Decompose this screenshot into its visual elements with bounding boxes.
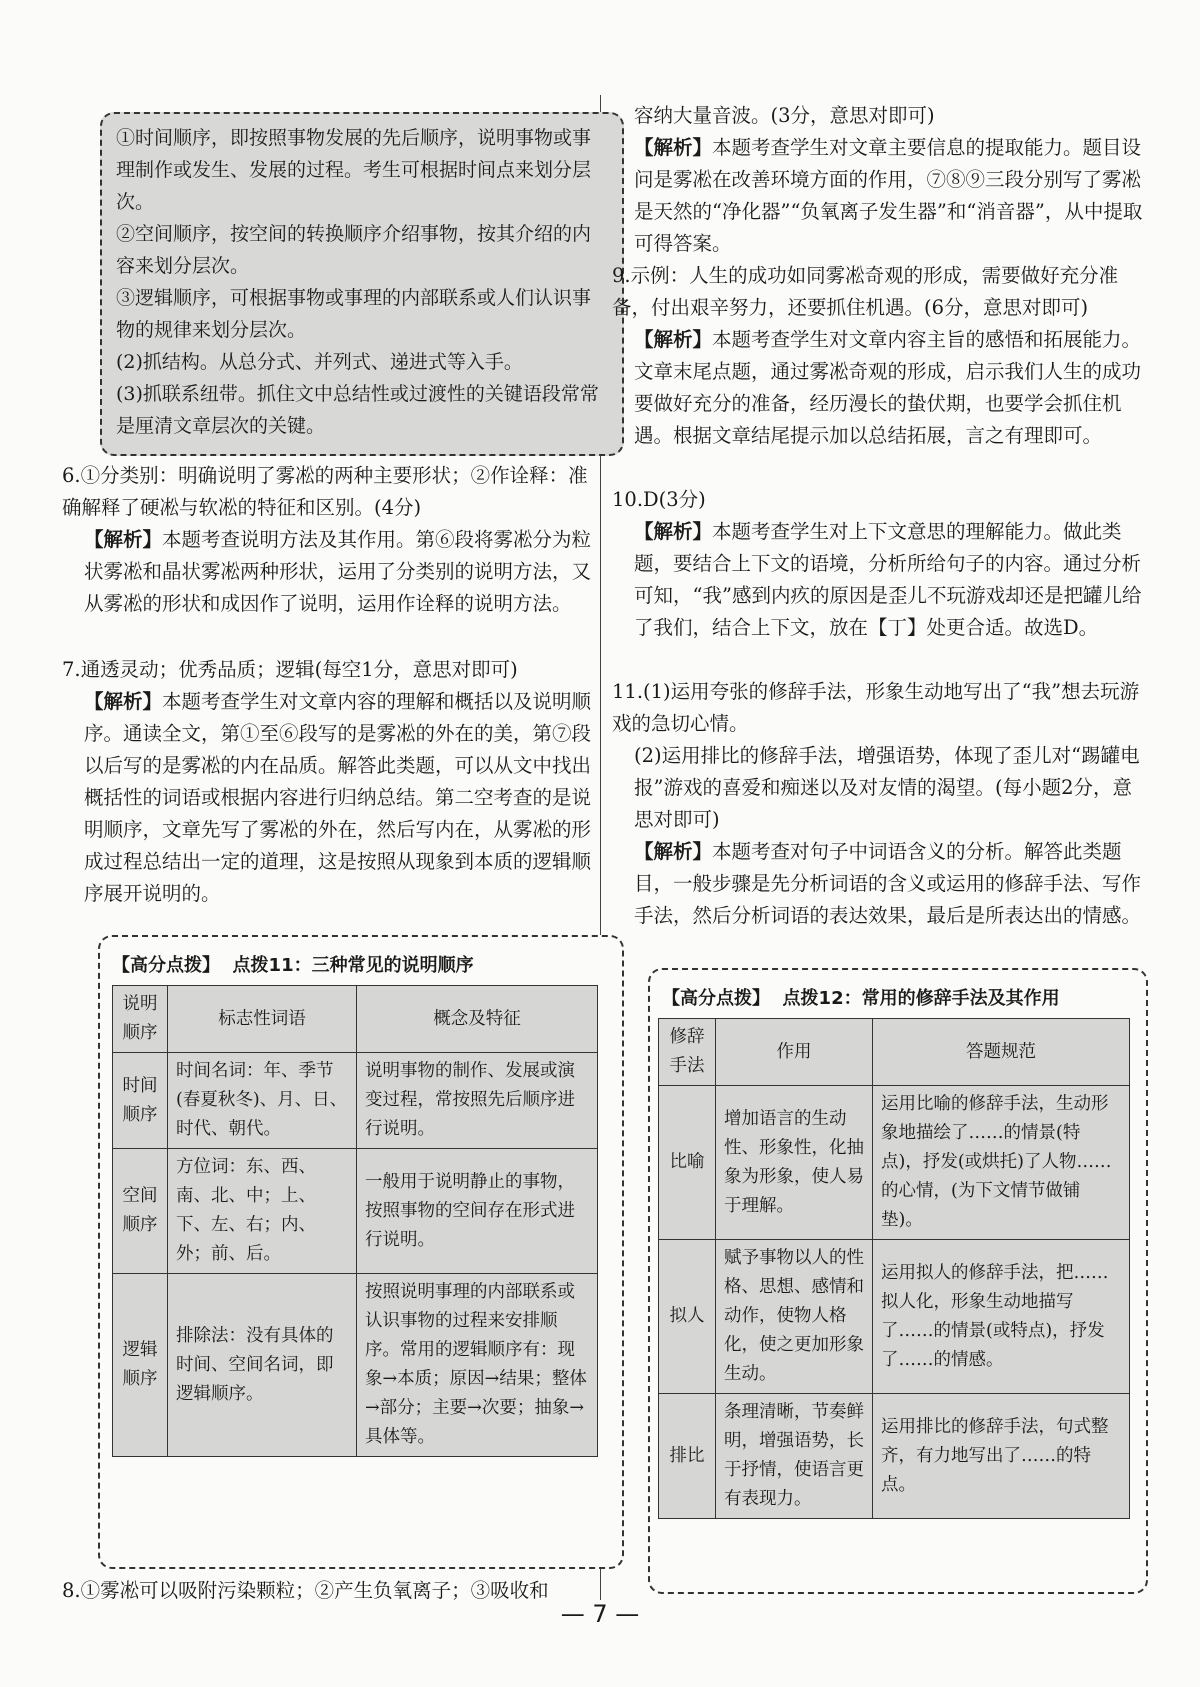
tip-line: (2)抓结构。从总分式、并列式、递进式等入手。 (116, 351, 523, 373)
table11-header (100, 937, 622, 985)
q6-answer: 6.①分类别：明确说明了雾凇的两种主要形状；②作诠释：准确解释了硬凇与软凇的特征和区别。(4分) (62, 464, 588, 519)
tip-tag: 【高分点拨】 (112, 955, 220, 976)
col-head: 作用 (716, 1019, 873, 1086)
analysis-tag: 【解析】 (84, 528, 163, 551)
row-label: 比喻 (659, 1086, 716, 1240)
q10-analysis (612, 516, 1148, 644)
q7-answer: 7.通透灵动；优秀品质；逻辑(每空1分，意思对即可) (62, 658, 518, 681)
q9-answer: 9.示例：人生的成功如同雾凇奇观的形成，需要做好充分准备，付出艰辛努力，还要抓住机遇。(6分，意思对即可) (612, 264, 1119, 319)
q9-analysis (612, 324, 1148, 452)
table-cell: 说明事物的制作、发展或演变过程，常按照先后顺序进行说明。 (357, 1053, 598, 1149)
col-head: 标志性词语 (168, 986, 357, 1053)
row-label: 空间顺序 (113, 1149, 168, 1274)
q7-block (62, 654, 592, 910)
q11-block (612, 676, 1148, 932)
q8-answer: 8.①雾凇可以吸附污染颗粒；②产生负氧离子；③吸收和 (62, 1579, 549, 1602)
col-head: 概念及特征 (357, 986, 598, 1053)
table-cell: 方位词：东、西、南、北、中；上、下、左、右；内、外；前、后。 (168, 1149, 357, 1274)
analysis-text: 本题考查学生对文章主要信息的提取能力。题目设问是雾凇在改善环境方面的作用，⑦⑧⑨三段分别写了雾凇是天然的“净化器”“负氧离子发生器”和“消音器”，从中提取可得答案。 (634, 136, 1143, 255)
table11 (112, 985, 598, 1457)
tip-line: ②空间顺序，按空间的转换顺序介绍事物，按其介绍的内容来划分层次。 (116, 223, 592, 277)
q6-block (62, 460, 592, 620)
table11-frame (98, 935, 624, 1569)
row-label: 时间顺序 (113, 1053, 168, 1149)
q8-cont-block (612, 100, 1148, 260)
table-row (659, 1394, 1130, 1519)
col-head: 修辞手法 (659, 1019, 716, 1086)
col-head: 说明顺序 (113, 986, 168, 1053)
q10-block (612, 484, 1148, 644)
table-cell: 按照说明事理的内部联系或认识事物的过程来安排顺序。常用的逻辑顺序有：现象→本质；原因→结果；整体→部分；主要→次要；抽象→具体等。 (357, 1274, 598, 1457)
table-cell: 一般用于说明静止的事物，按照事物的空间存在形式进行说明。 (357, 1149, 598, 1274)
q9-block (612, 260, 1148, 452)
page-number: — 7 — (560, 1600, 640, 1628)
tip-box-structure (100, 112, 624, 456)
q11-answer-2: (2)运用排比的修辞手法，增强语势，体现了歪儿对“踢罐电报”游戏的喜爱和痴迷以及对友情的渴望。(每小题2分，意思对即可) (634, 744, 1140, 831)
table-cell: 增加语言的生动性、形象性，化抽象为形象，使人易于理解。 (716, 1086, 873, 1240)
table-row (113, 1053, 598, 1149)
analysis-text: 本题考查对句子中词语含义的分析。解答此类题目，一般步骤是先分析词语的含义或运用的修辞手法、写作手法，然后分析词语的表达效果，最后是所表达出的情感。 (634, 840, 1142, 927)
row-label: 逻辑顺序 (113, 1274, 168, 1457)
row-label: 排比 (659, 1394, 716, 1519)
table-cell: 排除法：没有具体的时间、空间名词，即逻辑顺序。 (168, 1274, 357, 1457)
table-cell: 运用拟人的修辞手法，把……拟人化，形象生动地描写了……的情景(或特点)，抒发了……的情感。 (873, 1240, 1130, 1394)
tip-line: (3)抓联系纽带。抓住文中总结性或过渡性的关键语段常常是厘清文章层次的关键。 (116, 383, 599, 437)
analysis-tag: 【解析】 (634, 328, 713, 351)
row-label: 拟人 (659, 1240, 716, 1394)
q10-answer: 10.D(3分) (612, 488, 706, 511)
table12-title: 点拨12：常用的修辞手法及其作用 (782, 988, 1060, 1009)
table-cell: 运用排比的修辞手法，句式整齐，有力地写出了……的特点。 (873, 1394, 1130, 1519)
table-row (113, 1274, 598, 1457)
table-cell: 条理清晰，节奏鲜明，增强语势，长于抒情，使语言更有表现力。 (716, 1394, 873, 1519)
q11-answer-1: 11.(1)运用夸张的修辞手法，形象生动地写出了“我”想去玩游戏的急切心情。 (612, 680, 1140, 735)
tip-line: ③逻辑顺序，可根据事物或事理的内部联系或人们认识事物的规律来划分层次。 (116, 287, 592, 341)
table-cell: 时间名词：年、季节(春夏秋冬)、月、日、时代、朝代。 (168, 1053, 357, 1149)
table-row (113, 1149, 598, 1274)
tip-tag: 【高分点拨】 (662, 988, 770, 1009)
analysis-tag: 【解析】 (634, 136, 713, 159)
analysis-tag: 【解析】 (84, 690, 163, 713)
analysis-tag: 【解析】 (634, 520, 713, 543)
q7-analysis (62, 686, 592, 910)
table-cell: 赋予事物以人的性格、思想、感情和动作，使物人格化，使之更加形象生动。 (716, 1240, 873, 1394)
analysis-tag: 【解析】 (634, 840, 713, 863)
analysis-text: 本题考查说明方法及其作用。第⑥段将雾凇分为粒状雾凇和晶状雾凇两种形状，运用了分类别的说明方法，又从雾凇的形状和成因作了说明，运用作诠释的说明方法。 (84, 528, 592, 615)
analysis-text: 本题考查学生对上下文意思的理解能力。做此类题，要结合上下文的语境，分析所给句子的内容。通过分析可知，“我”感到内疚的原因是歪儿不玩游戏却还是把罐儿给了我们，结合上下文，放在【丁】处更合适。故选D。 (634, 520, 1142, 639)
table-header-row (659, 1019, 1130, 1086)
table12-header (650, 970, 1146, 1018)
table12 (658, 1018, 1130, 1519)
q8-answer-cont: 容纳大量音波。(3分，意思对即可) (634, 104, 935, 127)
table11-title: 点拨11：三种常见的说明顺序 (232, 955, 474, 976)
analysis-text: 本题考查学生对文章内容主旨的感悟和拓展能力。文章末尾点题，通过雾凇奇观的形成，启示我们人生的成功要做好充分的准备，经历漫长的蛰伏期，也要学会抓住机遇。根据文章结尾提示加以总结拓展，言之有理即可。 (634, 328, 1142, 447)
tip-line: ①时间顺序，即按照事物发展的先后顺序，说明事物或事理制作或发生、发展的过程。考生可根据时间点来划分层次。 (116, 127, 592, 213)
table-row (659, 1240, 1130, 1394)
table-row (659, 1086, 1130, 1240)
table12-frame (648, 968, 1148, 1594)
q6-analysis (62, 524, 592, 620)
table-cell: 运用比喻的修辞手法，生动形象地描绘了……的情景(特点)，抒发(或烘托)了人物……的心情，(为下文情节做铺垫)。 (873, 1086, 1130, 1240)
q8-analysis (612, 132, 1148, 260)
table-header-row (113, 986, 598, 1053)
analysis-text: 本题考查学生对文章内容的理解和概括以及说明顺序。通读全文，第①至⑥段写的是雾凇的外在的美，第⑦段以后写的是雾凇的内在品质。解答此类题，可以从文中找出概括性的词语或根据内容进行归纳总结。第二空考查的是说明顺序，文章先写了雾凇的外在，然后写内在，从雾凇的形成过程总结出一定的道理，这是按照从现象到本质的逻辑顺序展开说明的。 (84, 690, 592, 905)
q11-analysis (612, 836, 1148, 932)
col-head: 答题规范 (873, 1019, 1130, 1086)
